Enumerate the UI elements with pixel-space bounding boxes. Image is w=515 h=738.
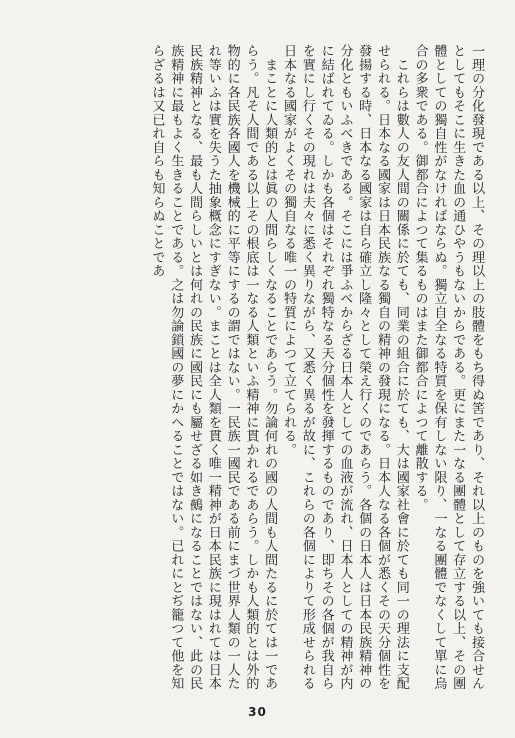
paragraph-3: まことに人類的とは眞の人間らしくなることであらう。勿論何れの國の人間も人間たるに於ては一であらう。凡そ人間である以上その根底は一なる人類といふ精神に貫かれるであらう。しかも人類的とは外的物的に各民族各國人を機械的に平等にするの謂ではない。一民族一國民である前にまづ世界人類の一人たれ等いふは實を失うた抽象概念にすぎない。まことは全人類を貫く唯一精神が日本民族に現はれては日本民族精神となる、最も人間らしいとは何れの民族に國民にも屬せざる如き鵺になることではない、此の民族精神に最もよく生きることである。之は勿論鎖國の夢にかへることではない。已れにとぢ籠つて他を知らざるは又已れ自らも知らぬことであ [149,44,278,691]
page-number: 30 [248,705,267,719]
paragraph-2: これらは數人の友人間の關係に於ても、同業の組合に於ても、大は國家社會に於ても同一の理法に支配せられる。日本なる國家は日本民族なる獨自の精神の發現になる。日本人なる各個が悉くその天分個性を發揚する時、日本なる國家は自ら確立し隆々として榮え行くのであらう。各個の日本人は日本民族精神の分化ともいふべきである。そこには爭ふべからざる日本人としての血液が流れ、日本人としての精神が内に結ばれてゐる。しかも各個はそれぞれ獨特なる天分個性を發揮するものであり、即ちその各個が我自らを實にし行くその現れは夫々に悉く異りながら、又悉く異るが故に、これらの各個によりて形成せられる日本なる國家がよくその獨自なる唯一の特質によつて立てられる。 [281,44,409,691]
body-text [25,44,485,692]
paragraph-1: 一理の分化發現である以上、その理以上の肢體をもち得ぬ筈であり、それ以上のものを強いても接合せんとしてもそこに生きた血の通ひやうもないからである。更にまた一なる團體として存立する以上、その團體としての獨自性がなければならぬ。獨立自全なる特質を保有しない限り、一なる團體でなくして單に烏合の多衆である。御都合によつて集るものはまた御都合によつて離散する。 [412,44,484,691]
